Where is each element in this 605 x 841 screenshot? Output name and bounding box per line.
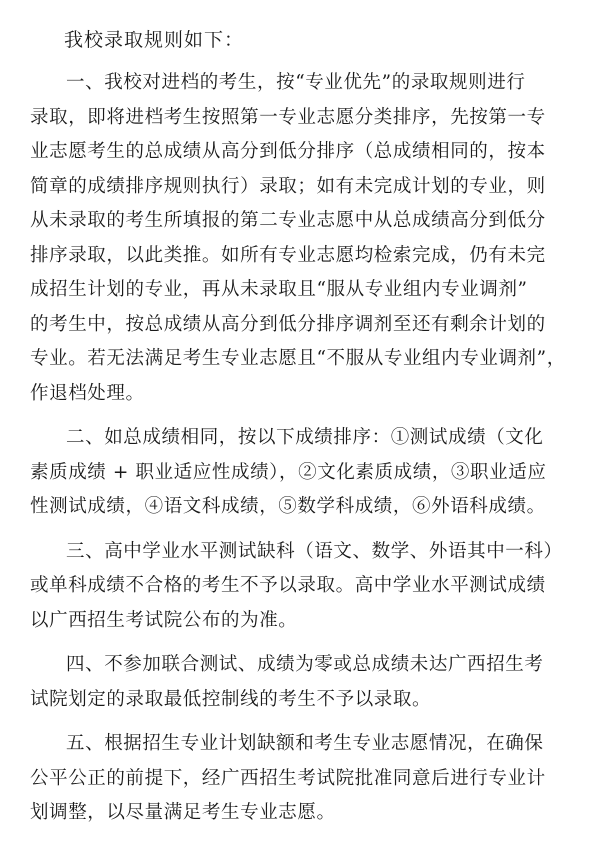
paragraph-line: 从未录取的考生所填报的第二专业志愿中从总成绩高分到低分 — [30, 210, 546, 231]
paragraph-line: 简章的成绩排序规则执行）录取；如有未完成计划的专业，则 — [30, 175, 546, 197]
paragraph-line: 划调整，以尽量满足考生专业志愿。 — [30, 802, 336, 823]
paragraph-line: 成招生计划的专业，再从未录取且“服从专业组内专业调剂” — [30, 279, 528, 300]
document-heading: 我校录取规则如下： — [64, 29, 245, 51]
paragraph-line: 专业。若无法满足考生专业志愿且“不服从专业组内专业调剂”， — [30, 348, 566, 369]
paragraph-line: 二、如总成绩相同，按以下成绩排序：①测试成绩（文化 — [66, 427, 544, 448]
paragraph-line: 公平公正的前提下，经广西招生考试院批准同意后进行专业计 — [30, 767, 546, 789]
paragraph-line: 素质成绩 + 职业适应性成绩），②文化素质成绩，③职业适应 — [30, 461, 547, 483]
paragraph-line: 三、高中学业水平测试缺科（语文、数学、外语其中一科） — [66, 540, 563, 562]
paragraph-line: 录取，即将进档考生按照第一专业志愿分类排序，先按第一专 — [30, 106, 546, 128]
paragraph-line: 一、我校对进档的考生，按“专业优先”的录取规则进行 — [66, 72, 526, 93]
paragraph-line: 作退档处理。 — [30, 382, 145, 404]
paragraph-line: 排序录取，以此类推。如所有专业志愿均检索完成，仍有未完 — [30, 244, 546, 266]
rule-paragraph-4 — [30, 648, 580, 717]
paragraph-line: 试院划定的录取最低控制线的考生不予以录取。 — [30, 688, 432, 710]
rule-paragraph-3 — [30, 535, 580, 639]
rule-paragraph-5 — [30, 727, 580, 831]
paragraph-line: 或单科成绩不合格的考生不予以录取。高中学业水平测试成绩 — [30, 575, 546, 596]
paragraph-line: 的考生中，按总成绩从高分到低分排序调剂至还有剩余计划的 — [30, 313, 546, 335]
paragraph-line: 业志愿考生的总成绩从高分到低分排序（总成绩相同的，按本 — [30, 141, 546, 162]
rule-paragraph-2 — [30, 421, 580, 525]
rule-paragraph-1 — [30, 66, 580, 411]
paragraph-line: 以广西招生考试院公布的为准。 — [30, 609, 298, 631]
paragraph-line: 四、不参加联合测试、成绩为零或总成绩未达广西招生考 — [66, 654, 544, 675]
paragraph-line: 性测试成绩，④语文科成绩，⑤数学科成绩，⑥外语科成绩。 — [30, 496, 546, 517]
paragraph-line: 五、根据招生专业计划缺额和考生专业志愿情况，在确保 — [66, 733, 544, 754]
admission-rules-document — [30, 28, 580, 841]
